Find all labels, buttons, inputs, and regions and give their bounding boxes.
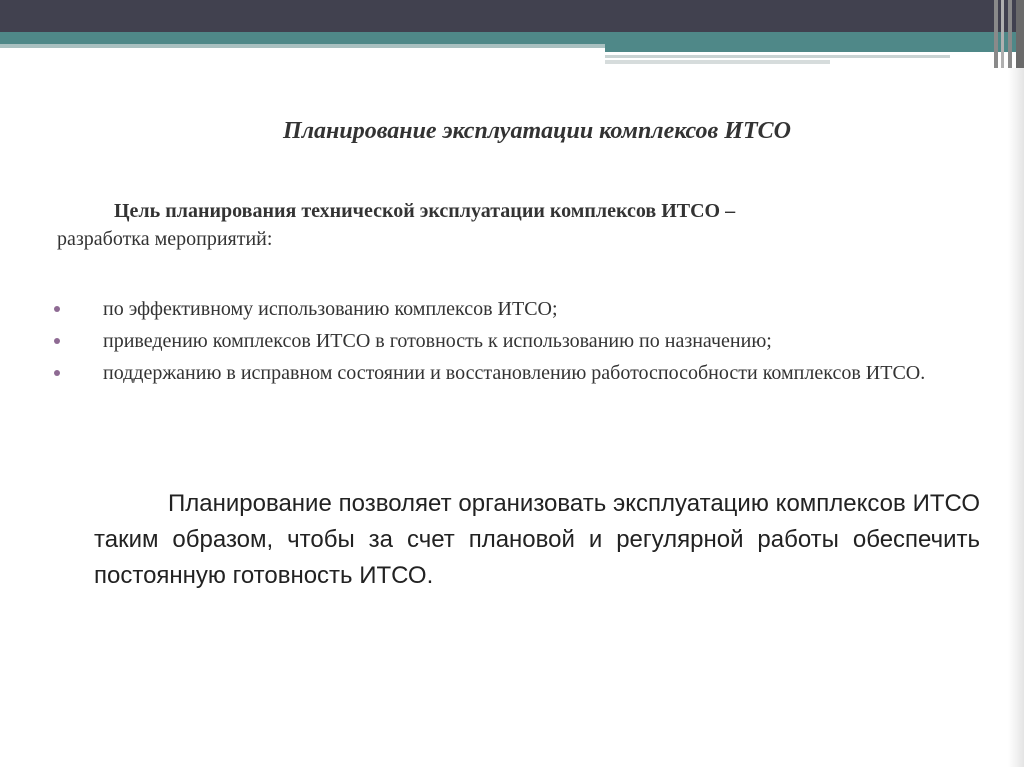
- page-edge-shadow: [1008, 68, 1024, 767]
- measures-list: [48, 297, 980, 393]
- header-line-gray-short: [605, 60, 830, 64]
- list-item: [48, 329, 980, 353]
- header-line-gray: [605, 55, 950, 58]
- corner-bar: [994, 0, 998, 68]
- summary-paragraph: Планирование позволяет организовать эксплуатацию комплексов ИТСО таким образом, чтобы за счет плановой и регулярной работы обеспечить постоянную готовность ИТСО.: [94, 490, 980, 589]
- goal-paragraph: [57, 197, 987, 253]
- corner-bar: [1008, 0, 1012, 68]
- header-band-dark: [0, 0, 1024, 32]
- list-item: [48, 297, 980, 321]
- header-band-light: [0, 44, 605, 48]
- header-band-teal: [0, 32, 1024, 44]
- bullet-icon: [54, 370, 60, 376]
- bullet-icon: [54, 338, 60, 344]
- list-item-text: приведению комплексов ИТСО в готовность к использованию по назначению;: [103, 330, 772, 352]
- corner-bar: [1001, 0, 1004, 68]
- list-item-text: по эффективному использованию комплексов ИТСО;: [103, 298, 558, 320]
- list-item-text: поддержанию в исправном состоянии и восстановлению работоспособности комплексов ИТСО.: [103, 362, 926, 384]
- corner-bar: [1016, 0, 1024, 68]
- slide-title: Планирование эксплуатации комплексов ИТСО: [283, 118, 791, 144]
- bullet-icon: [54, 306, 60, 312]
- list-item: [48, 361, 980, 385]
- goal-lead: Цель планирования технической эксплуатации комплексов ИТСО –: [114, 200, 736, 222]
- goal-rest: разработка мероприятий:: [57, 228, 273, 250]
- header-band-teal-step: [605, 44, 1024, 52]
